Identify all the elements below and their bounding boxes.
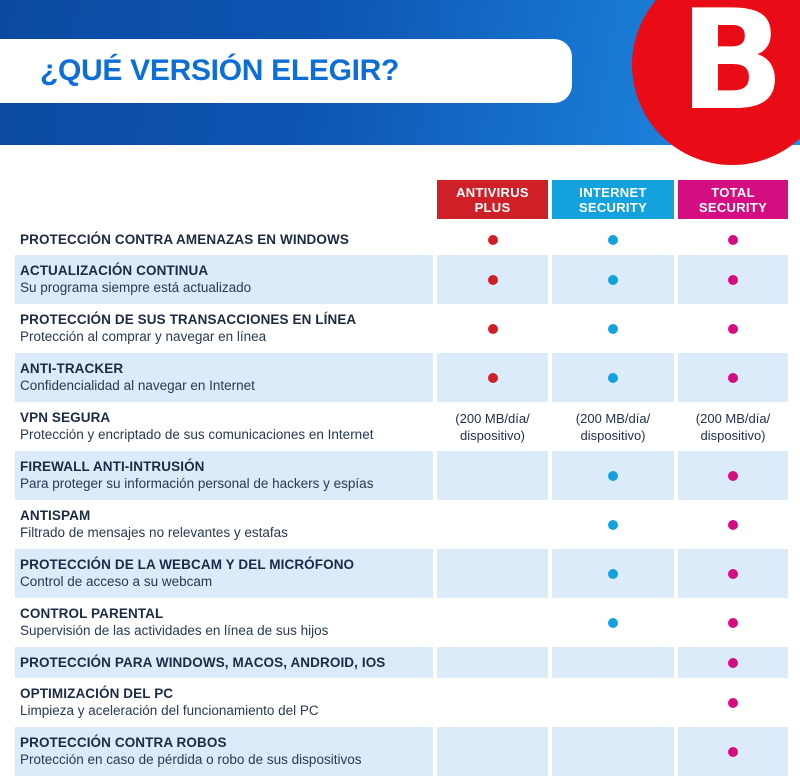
included-dot-icon [488, 373, 498, 383]
included-dot-icon [608, 520, 618, 530]
feature-title: ANTI-TRACKER [20, 361, 124, 376]
feature-title: OPTIMIZACIÓN DEL PC [20, 686, 174, 701]
table-row [15, 224, 788, 255]
value-cell-total-security [678, 304, 788, 353]
included-dot-icon [488, 324, 498, 334]
value-cell-antivirus-plus [437, 598, 548, 647]
value-cell-antivirus-plus [437, 304, 548, 353]
feature-label-cell [15, 402, 433, 451]
feature-title: PROTECCIÓN CONTRA AMENAZAS EN WINDOWS [20, 232, 349, 247]
table-header-row [15, 180, 788, 219]
table-row [15, 255, 788, 304]
value-cell-total-security [678, 402, 788, 451]
feature-title: PROTECCIÓN PARA WINDOWS, MACOS, ANDROID, IOS [20, 655, 386, 670]
value-cell-antivirus-plus [437, 678, 548, 727]
included-dot-icon [728, 747, 738, 757]
feature-title: CONTROL PARENTAL [20, 606, 164, 621]
included-dot-icon [728, 658, 738, 668]
value-cell-internet-security [552, 255, 674, 304]
bitdefender-logo-icon [632, 0, 800, 165]
table-row [15, 678, 788, 727]
column-header-total-security: TOTAL SECURITY [678, 180, 788, 219]
column-header-internet-security: INTERNET SECURITY [552, 180, 674, 219]
value-cell-internet-security [552, 598, 674, 647]
value-cell-antivirus-plus [437, 353, 548, 402]
value-cell-total-security [678, 451, 788, 500]
included-dot-icon [608, 235, 618, 245]
value-cell-internet-security [552, 647, 674, 678]
value-cell-internet-security [552, 549, 674, 598]
value-cell-total-security [678, 678, 788, 727]
included-dot-icon [728, 235, 738, 245]
included-dot-icon [608, 618, 618, 628]
feature-label-cell [15, 678, 433, 727]
table-row [15, 304, 788, 353]
feature-subtitle: Limpieza y aceleración del funcionamiento del PC [20, 703, 319, 718]
included-dot-icon [608, 324, 618, 334]
included-dot-icon [608, 275, 618, 285]
title-pill [0, 39, 572, 103]
table-row [15, 647, 788, 678]
feature-title: FIREWALL ANTI-INTRUSIÓN [20, 459, 205, 474]
feature-subtitle: Su programa siempre está actualizado [20, 280, 252, 295]
included-dot-icon [488, 235, 498, 245]
included-dot-icon [728, 569, 738, 579]
table-row [15, 598, 788, 647]
column-header-antivirus-plus: ANTIVIRUS PLUS [437, 180, 548, 219]
included-dot-icon [608, 569, 618, 579]
table-row [15, 549, 788, 598]
feature-subtitle: Protección en caso de pérdida o robo de sus dispositivos [20, 752, 362, 767]
value-cell-total-security [678, 727, 788, 776]
value-cell-internet-security [552, 727, 674, 776]
value-cell-total-security [678, 353, 788, 402]
value-cell-total-security [678, 224, 788, 255]
feature-subtitle: Protección y encriptado de sus comunicaciones en Internet [20, 427, 374, 442]
feature-label-cell [15, 255, 433, 304]
value-cell-antivirus-plus [437, 451, 548, 500]
table-row [15, 402, 788, 451]
value-cell-total-security [678, 549, 788, 598]
feature-subtitle: Confidencialidad al navegar en Internet [20, 378, 255, 393]
top-banner [0, 0, 800, 145]
logo-letter: B [679, 0, 785, 141]
value-cell-antivirus-plus [437, 402, 548, 451]
feature-title: PROTECCIÓN DE SUS TRANSACCIONES EN LÍNEA [20, 312, 357, 327]
value-cell-antivirus-plus [437, 500, 548, 549]
included-dot-icon [728, 275, 738, 285]
feature-label-cell [15, 598, 433, 647]
included-dot-icon [728, 520, 738, 530]
included-dot-icon [488, 275, 498, 285]
value-cell-internet-security [552, 304, 674, 353]
feature-label-cell [15, 647, 433, 678]
table-rows [15, 224, 788, 776]
feature-label-cell [15, 304, 433, 353]
feature-subtitle: Control de acceso a su webcam [20, 574, 213, 589]
feature-label-cell [15, 451, 433, 500]
table-row [15, 727, 788, 776]
feature-title: PROTECCIÓN DE LA WEBCAM Y DEL MICRÓFONO [20, 557, 355, 572]
page-title: ¿QUÉ VERSIÓN ELEGIR? [40, 54, 400, 87]
feature-label-cell [15, 727, 433, 776]
included-dot-icon [728, 324, 738, 334]
feature-label-cell [15, 549, 433, 598]
value-cell-antivirus-plus [437, 255, 548, 304]
comparison-table [15, 180, 788, 776]
feature-title: PROTECCIÓN CONTRA ROBOS [20, 735, 227, 750]
header-spacer [15, 180, 433, 219]
value-cell-antivirus-plus [437, 727, 548, 776]
value-cell-total-security [678, 647, 788, 678]
value-cell-antivirus-plus [437, 224, 548, 255]
value-cell-total-security [678, 500, 788, 549]
feature-subtitle: Para proteger su información personal de hackers y espías [20, 476, 374, 491]
feature-title: ANTISPAM [20, 508, 91, 523]
included-dot-icon [728, 471, 738, 481]
value-cell-internet-security [552, 678, 674, 727]
value-cell-antivirus-plus [437, 549, 548, 598]
value-cell-internet-security [552, 353, 674, 402]
table-row [15, 500, 788, 549]
feature-label-cell [15, 500, 433, 549]
feature-title: VPN SEGURA [20, 410, 111, 425]
included-dot-icon [728, 698, 738, 708]
value-cell-antivirus-plus [437, 647, 548, 678]
feature-subtitle: Protección al comprar y navegar en línea [20, 329, 267, 344]
included-dot-icon [608, 373, 618, 383]
feature-title: ACTUALIZACIÓN CONTINUA [20, 263, 209, 278]
value-cell-internet-security [552, 500, 674, 549]
table-row [15, 451, 788, 500]
vpn-limit-note: (200 MB/día/ dispositivo) [695, 410, 771, 443]
feature-subtitle: Filtrado de mensajes no relevantes y estafas [20, 525, 288, 540]
feature-label-cell [15, 224, 433, 255]
included-dot-icon [608, 471, 618, 481]
value-cell-total-security [678, 598, 788, 647]
included-dot-icon [728, 373, 738, 383]
value-cell-internet-security [552, 224, 674, 255]
included-dot-icon [728, 618, 738, 628]
vpn-limit-note: (200 MB/día/ dispositivo) [455, 410, 530, 443]
feature-subtitle: Supervisión de las actividades en línea de sus hijos [20, 623, 329, 638]
vpn-limit-note: (200 MB/día/ dispositivo) [575, 410, 651, 443]
value-cell-internet-security [552, 451, 674, 500]
feature-label-cell [15, 353, 433, 402]
value-cell-internet-security [552, 402, 674, 451]
value-cell-total-security [678, 255, 788, 304]
table-row [15, 353, 788, 402]
